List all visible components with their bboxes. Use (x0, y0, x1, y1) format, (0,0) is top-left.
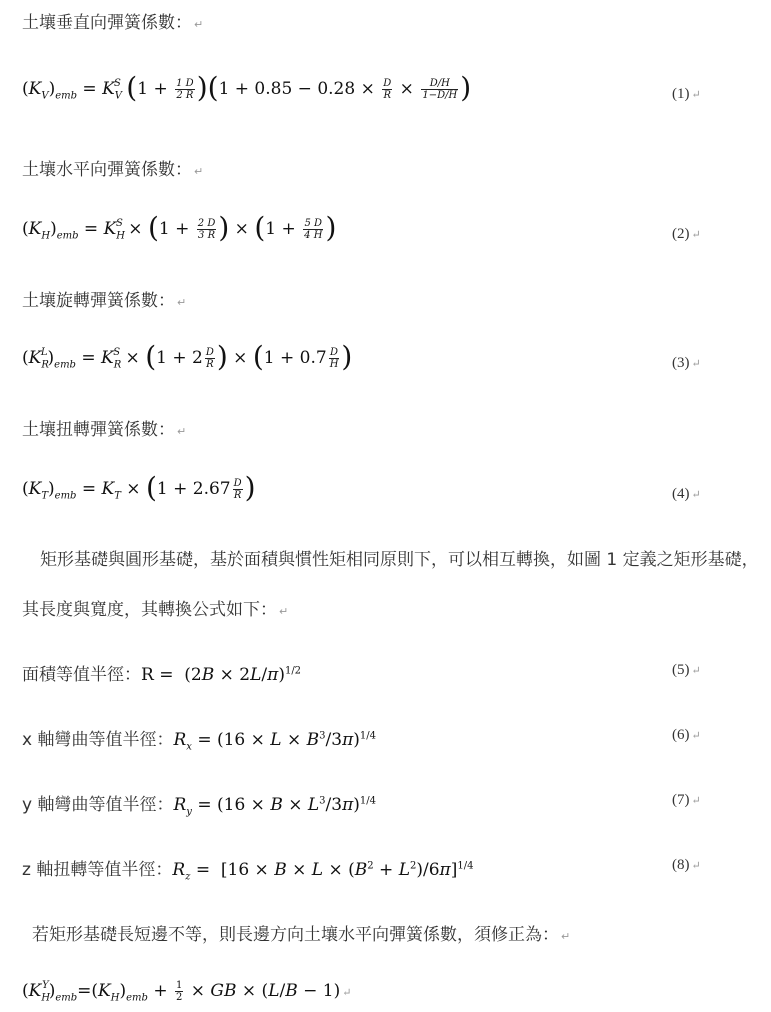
heading-torsion-text: 土壤扭轉彈簧係數： (22, 420, 175, 440)
paragraph-mark: ↵ (279, 605, 289, 618)
heading-horizontal-spring (22, 155, 203, 180)
paragraph-correction (32, 920, 570, 945)
equation-1-number: (1) ↵ (672, 86, 701, 102)
paragraph-conversion-text-2: 其長度與寬度，其轉換公式如下： (22, 600, 277, 620)
paragraph-mark: ↵ (342, 986, 352, 999)
heading-torsion-spring (22, 415, 186, 440)
equation-4: $(K_T)_{emb} = K_T \times (1 + 2.67$ $\frac{D}{R}$ ) (22, 471, 256, 504)
equation-7-label: y 軸彎曲等值半徑： (22, 795, 174, 815)
equation-8: z 軸扭轉等值半徑：$R_z = [16 \times B \times L \times (B^2 + L^2)/6\pi]^{1/4}$ (22, 860, 474, 883)
equation-6-number: (6) ↵ (672, 727, 701, 743)
equation-3-number: (3) ↵ (672, 355, 701, 371)
equation-2: $(K_H)_{emb} = K_H^S \times (1$ + $\frac{2 D}{3 R}$ ) × (1 + $\frac{5 D}{4 H}$ ) (22, 211, 337, 244)
equation-8-number: (8) ↵ (672, 857, 701, 873)
equation-5-number: (5) ↵ (672, 662, 701, 678)
paragraph-mark: ↵ (177, 425, 187, 438)
equation-6-label: x 軸彎曲等值半徑： (22, 730, 174, 750)
heading-rocking-text: 土壤旋轉彈簧係數： (22, 291, 175, 311)
equation-7: y 軸彎曲等值半徑：$R_y = (16 \times B \times L^3/3\pi)^{1/4}$ (22, 795, 377, 818)
paragraph-conversion-text-1: 矩形基礎與圓形基礎，基於面積與慣性矩相同原則下，可以相互轉換，如圖 1 定義之矩形基礎， (40, 550, 759, 570)
equation-5-label: 面積等值半徑： (22, 665, 141, 685)
equation-5: 面積等值半徑：$R = (2B \times 2L/\pi)^{1/2}$ (22, 665, 302, 685)
paragraph-mark: ↵ (561, 930, 571, 943)
paragraph-mark: ↵ (194, 165, 204, 178)
equation-1: $(K_V)_{emb} = K_V^S$ (1 + $\frac{1 D}{2 R}$ )(1 + 0.85 − 0.28 × $\frac{D}{R}$ × $\frac{D/H}{1-D/H}$ ) (22, 71, 472, 104)
equation-8-label: z 軸扭轉等值半徑： (22, 860, 173, 880)
equation-4-number: (4) ↵ (672, 486, 701, 502)
heading-horizontal-text: 土壤水平向彈簧係數： (22, 160, 192, 180)
equation-7-number: (7) ↵ (672, 792, 701, 808)
heading-vertical-spring (22, 8, 203, 33)
paragraph-conversion-line-1 (40, 545, 759, 570)
paragraph-correction-text: 若矩形基礎長短邊不等，則長邊方向土壤水平向彈簧係數，須修正為： (32, 925, 559, 945)
heading-vertical-text: 土壤垂直向彈簧係數： (22, 13, 192, 33)
equation-correction: $(K_H^Y)_{emb}=(K_H)_{emb}$ + $\frac{1}{2}$ × GB × (L/B − 1) ↵ (22, 980, 352, 1004)
equation-3: $(K_R^L)_{emb} = K_R^S \times (1 + 2$ $\frac{D}{R}$ ) × (1 + 0.7 $\frac{D}{H}$ ) (22, 340, 353, 373)
paragraph-mark: ↵ (177, 296, 187, 309)
paragraph-mark: ↵ (194, 18, 204, 31)
paragraph-conversion-line-2 (22, 595, 288, 620)
equation-2-number: (2) ↵ (672, 226, 701, 242)
equation-6: x 軸彎曲等值半徑：$R_x = (16 \times L \times B^3/3\pi)^{1/4}$ (22, 730, 376, 753)
heading-rocking-spring (22, 286, 186, 311)
